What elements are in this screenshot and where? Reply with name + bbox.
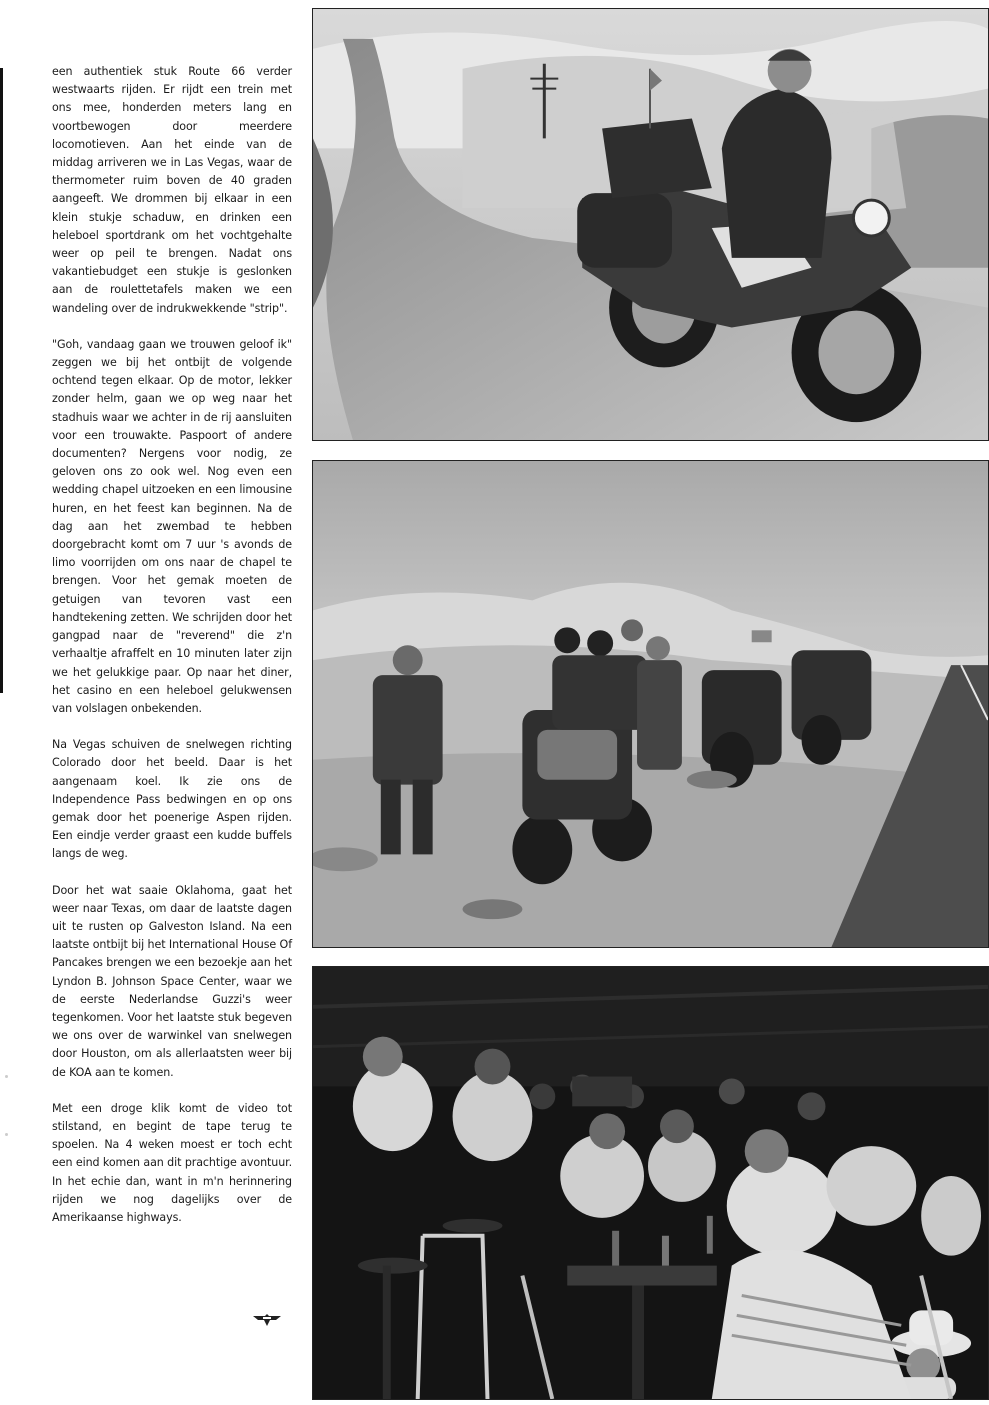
article-body <box>52 63 292 1245</box>
photo-group-image <box>313 461 988 947</box>
photo-group-desert <box>312 460 989 948</box>
speck <box>5 1133 8 1136</box>
eagle-logo-icon <box>252 1313 282 1327</box>
paragraph: Met een droge klik komt de video tot stilstand, en begint de tape terug te spoelen. Na 4 weken moest er toch echt een eind komen aan dit prachtige avontuur. In het echie dan, want in m'n herinnering rijden we nog dagelijks over de Amerikaanse highways. <box>52 1101 292 1224</box>
speck <box>5 1075 8 1078</box>
photo-saloon-image <box>313 967 988 1399</box>
photo-rider-on-road <box>312 8 989 441</box>
paragraph: Door het wat saaie Oklahoma, gaat het weer naar Texas, om daar de laatste dagen uit te rusten op Galveston Island. Na een laatste ontbijt bij het International House Of Pancakes brengen we een bezoekje aan het Lyndon B. Johnson Space Center, waar we de eerste Nederlandse Guzzi's weer tegenkomen. Voor het laatste stuk begeven we ons over de warwinkel van snelwegen door Houston, om als allerlaatsten weer bij de KOA aan te komen. <box>52 883 292 1079</box>
paragraph: Na Vegas schuiven de snelwegen richting Colorado door het beeld. Daar is het aangenaam koel. Ik zie ons de Independence Pass bedwingen en op ons gemak door het poenerige Aspen rijden. Een eindje verder graast een kudde buffels langs de weg. <box>52 738 292 861</box>
margin-bar <box>0 68 3 693</box>
paragraph: "Goh, vandaag gaan we trouwen geloof ik" zeggen we bij het ontbijt de volgende ochtend tegen elkaar. Op de motor, lekker zonder helm, gaan we op weg naar het stadhuis waar we achter in de rij aansluiten voor een trouwakte. Paspoort of andere documenten? Nergens voor nodig, ze geloven ons zo ook wel. Nog even een wedding chapel uitzoeken en een limousine huren, en het feest kan beginnen. Na de dag aan het zwembad te hebben doorgebracht komt om 7 uur 's avonds de limo voorrijden om ons naar de chapel te brengen. Voor het gemak moeten de getuigen van tevoren vast een handtekening zetten. We schrijden door het gangpad naar de "reverend" die z'n verhaaltje afraffelt en 10 minuten later zijn we het gelukkige paar. Op naar het diner, het casino en een heleboel gelukwensen van volslagen onbekenden. <box>52 337 292 715</box>
paragraph: een authentiek stuk Route 66 verder westwaarts rijden. Er rijdt een trein met ons mee, honderden meters lang en voortbewogen door meerdere locomotieven. Aan het einde van de middag arriveren we in Las Vegas, waar de thermometer ruim boven de 40 graden aangeeft. We drommen bij elkaar in een klein stukje schaduw, en drinken een heleboel sportdrank om het vochtgehalte weer op peil te brengen. Nadat ons vakantiebudget een stukje is geslonken aan de roulettetafels maken we een wandeling over de indrukwekkende "strip". <box>52 65 292 315</box>
photo-saloon-interior <box>312 966 989 1400</box>
photo-rider-image <box>313 9 988 440</box>
